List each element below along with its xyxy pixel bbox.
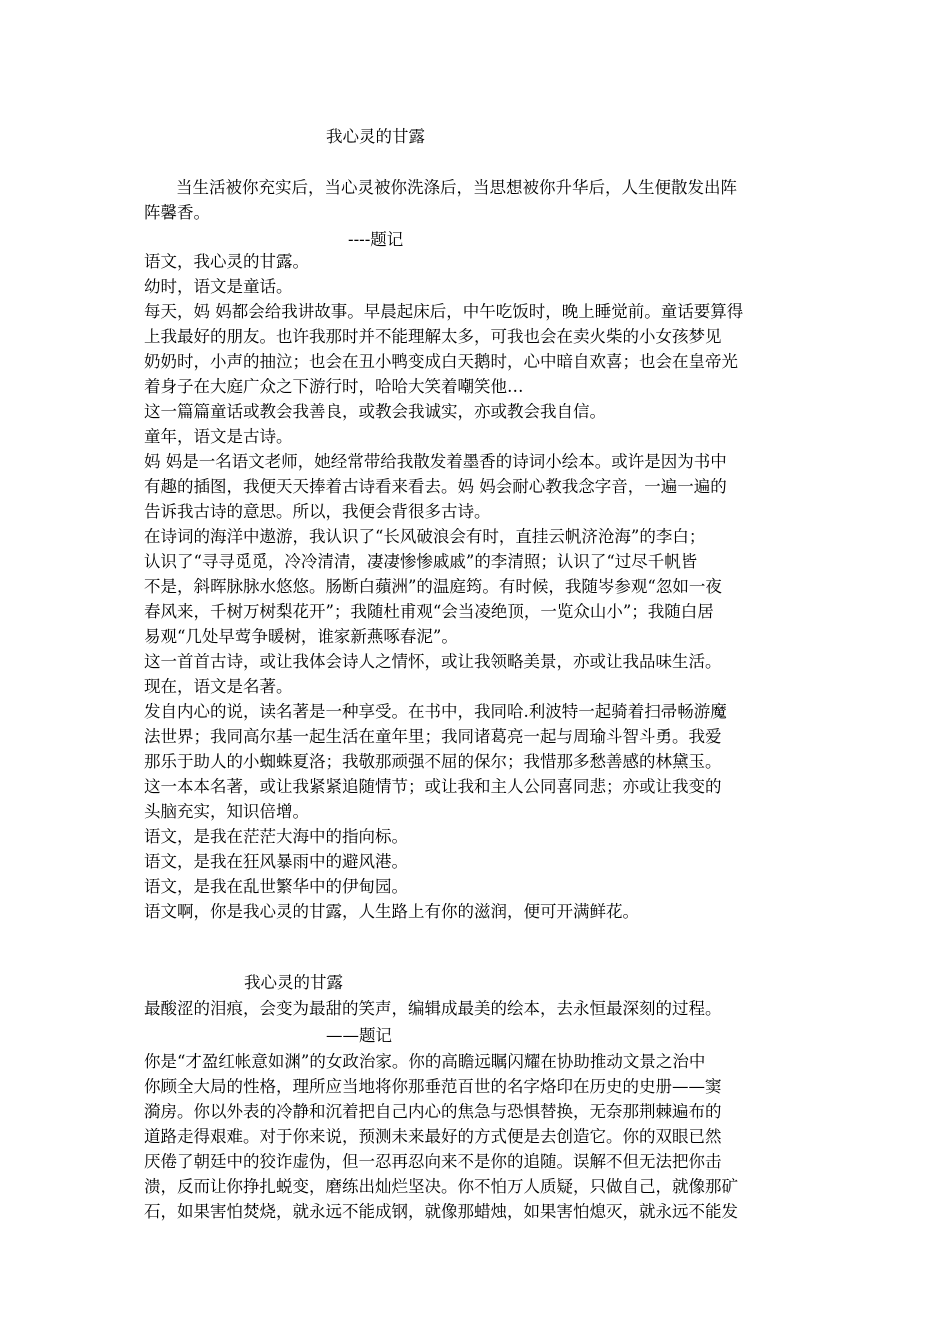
essay1-paragraph-line: 头脑充实，知识倍增。 (144, 802, 309, 821)
essay1-paragraph-line: 幼时，语文是童话。 (144, 277, 293, 296)
essay1-paragraph-line: 易观“几处早莺争暖树，谁家新燕啄春泥”。 (144, 627, 458, 646)
essay1-paragraph-line: 妈 妈是一名语文老师，她经常带给我散发着墨香的诗词小绘本。或许是因为书中 (144, 452, 727, 471)
essay1-paragraph-line: 这一本本名著，或让我紧紧追随情节；或让我和主人公同喜同悲；亦或让我变的 (144, 777, 722, 796)
essay2-paragraph-line: 你顾全大局的性格，理所应当地将你那垂范百世的名字烙印在历史的史册——窦 (144, 1077, 722, 1096)
essay1-epigraph-line-1: 当生活被你充实后，当心灵被你洗涤后，当思想被你升华后，人生便散发出阵 (176, 178, 737, 197)
essay1-paragraph-line: 春风来，千树万树梨花开”；我随杜甫观“会当凌绝顶，一览众山小”；我随白居 (144, 602, 714, 621)
essay2-epigraph: 最酸涩的泪痕，会变为最甜的笑声，编辑成最美的绘本，去永恒最深刻的过程。 (144, 999, 722, 1018)
essay2-epigraph-attribution: ——题记 (326, 1026, 392, 1045)
essay1-paragraph-line: 认识了“寻寻觅觅，冷冷清清，凄凄惨惨戚戚”的李清照；认识了“过尽千帆皆 (144, 552, 698, 571)
essay1-paragraph-line: 语文，是我在茫茫大海中的指向标。 (144, 827, 408, 846)
essay1-paragraph-line: 这一篇篇童话或教会我善良，或教会我诚实，亦或教会我自信。 (144, 402, 606, 421)
essay1-epigraph-line-2: 阵馨香。 (144, 203, 210, 222)
essay1-paragraph-line: 在诗词的海洋中遨游，我认识了“长风破浪会有时，直挂云帆济沧海”的李白； (144, 527, 706, 546)
essay2-paragraph-line: 漪房。你以外表的冷静和沉着把自己内心的焦急与恐惧替换，无奈那荆棘遍布的 (144, 1102, 722, 1121)
essay1-paragraph-line: 这一首首古诗，或让我体会诗人之情怀，或让我领略美景，亦或让我品味生活。 (144, 652, 722, 671)
essay2-title: 我心灵的甘露 (244, 973, 343, 992)
essay1-paragraph-line: 那乐于助人的小蜘蛛夏洛；我敬那顽强不屈的保尔；我惜那多愁善感的林黛玉。 (144, 752, 722, 771)
essay1-paragraph-line: 语文，是我在乱世繁华中的伊甸园。 (144, 877, 408, 896)
essay2-paragraph-line: 石，如果害怕焚烧，就永远不能成钢，就像那蜡烛，如果害怕熄灭，就永远不能发 (144, 1202, 738, 1221)
essay1-paragraph-line: 每天，妈 妈都会给我讲故事。早晨起床后，中午吃饭时，晚上睡觉前。童话要算得 (144, 302, 744, 321)
essay1-paragraph-line: 奶奶时，小声的抽泣；也会在丑小鸭变成白天鹅时，心中暗自欢喜；也会在皇帝光 (144, 352, 738, 371)
essay1-paragraph-line: 语文啊，你是我心灵的甘露，人生路上有你的滋润，便可开满鲜花。 (144, 902, 639, 921)
essay1-paragraph-line: 上我最好的朋友。也许我那时并不能理解太多，可我也会在卖火柴的小女孩梦见 (144, 327, 722, 346)
essay2-paragraph-line: 溃，反而让你挣扎蜕变，磨练出灿烂坚决。你不怕万人质疑，只做自己，就像那矿 (144, 1177, 738, 1196)
essay2-paragraph-line: 厌倦了朝廷中的狡诈虚伪，但一忍再忍向来不是你的追随。误解不但无法把你击 (144, 1152, 722, 1171)
essay1-paragraph-line: 有趣的插图，我便天天捧着古诗看来看去。妈 妈会耐心教我念字音，一遍一遍的 (144, 477, 727, 496)
essay1-paragraph-line: 语文，是我在狂风暴雨中的避风港。 (144, 852, 408, 871)
essay1-paragraph-line: 现在，语文是名著。 (144, 677, 293, 696)
essay1-paragraph-line: 法世界；我同高尔基一起生活在童年里；我同诸葛亮一起与周瑜斗智斗勇。我爱 (144, 727, 722, 746)
essay2-paragraph-line: 你是“才盈红帐意如渊”的女政治家。你的高瞻远瞩闪耀在协助推动文景之治中 (144, 1052, 706, 1071)
essay1-title: 我心灵的甘露 (326, 127, 425, 146)
essay1-paragraph-line: 告诉我古诗的意思。所以，我便会背很多古诗。 (144, 502, 491, 521)
essay1-paragraph-line: 发自内心的说，读名著是一种享受。在书中，我同哈.利波特一起骑着扫帚畅游魔 (144, 702, 727, 721)
essay1-epigraph-attribution: ----题记 (348, 230, 404, 249)
essay1-paragraph-line: 童年，语文是古诗。 (144, 427, 293, 446)
essay1-paragraph-line: 语文，我心灵的甘露。 (144, 252, 309, 271)
essay1-paragraph-line: 不是，斜晖脉脉水悠悠。肠断白蘋洲”的温庭筠。有时候，我随岑参观“忽如一夜 (144, 577, 722, 596)
essay1-paragraph-line: 着身子在大庭广众之下游行时，哈哈大笑着嘲笑他… (144, 377, 524, 396)
essay2-paragraph-line: 道路走得艰难。对于你来说，预测未来最好的方式便是去创造它。你的双眼已然 (144, 1127, 722, 1146)
